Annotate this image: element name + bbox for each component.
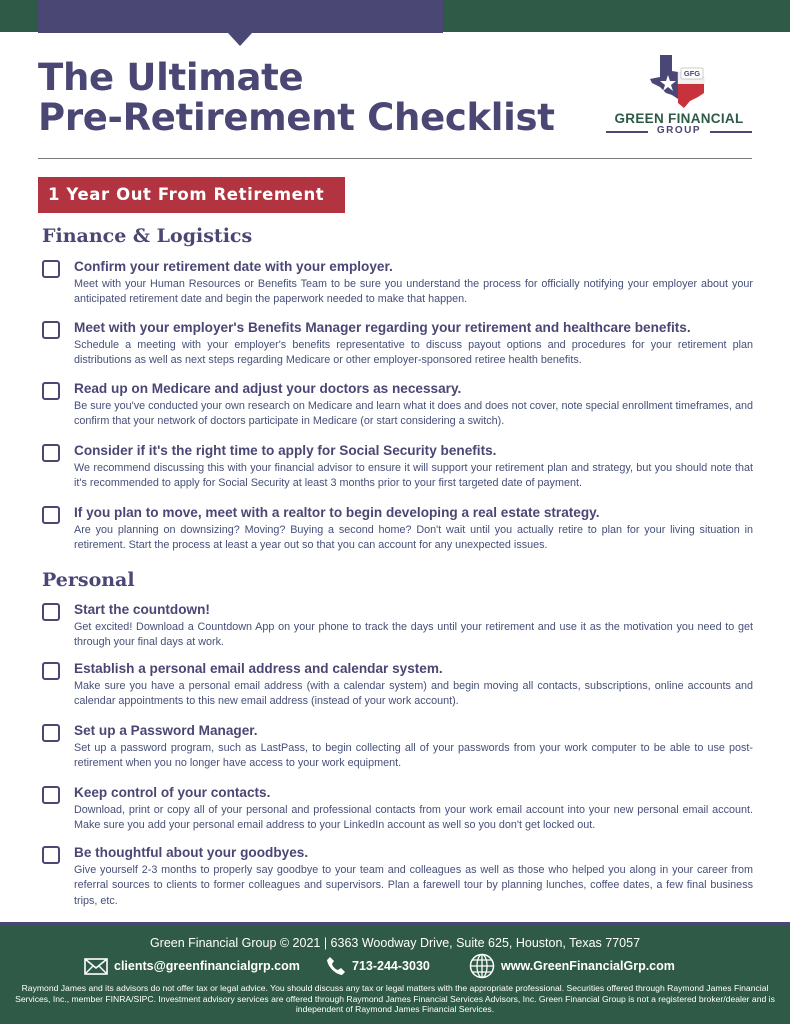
- globe-icon: [469, 953, 495, 979]
- legal-disclaimer: Raymond James and its advisors do not offer tax or legal advice. You should discuss any tax or legal matters with the appropriate professional. Securities offered through Raymond James Financial Services, Inc., member FINRA/SIPC. Investment advisory services are offered through Raymond James Financial Services Advisors, Inc. Green Financial Group is not a registered broker/dealer and is independent of Raymond James Financial Services.: [15, 983, 775, 1014]
- page-title: [38, 58, 555, 138]
- website-link[interactable]: www.GreenFinancialGrp.com: [501, 959, 675, 973]
- title-line-2: Pre-Retirement Checklist: [38, 96, 555, 139]
- top-tab-pointer: [228, 33, 252, 46]
- section-heading-finance: Finance & Logistics: [42, 225, 253, 247]
- email-contact[interactable]: [84, 956, 300, 976]
- checkbox[interactable]: [42, 786, 60, 804]
- item-description: Meet with your Human Resources or Benefits Team to be sure you understand the process for officially notifying your employer about your anticipated retirement date and begin the paperwork needed to make that happen.: [74, 278, 753, 306]
- logo-group: GROUP: [656, 125, 702, 136]
- footer-address: Green Financial Group © 2021 | 6363 Woodway Drive, Suite 625, Houston, Texas 77057: [149, 936, 641, 950]
- item-title: Confirm your retirement date with your employer.: [74, 259, 393, 274]
- logo-name: GREEN FINANCIAL: [614, 111, 744, 126]
- section-banner: 1 Year Out From Retirement: [38, 177, 345, 213]
- footer-stripe: [0, 922, 790, 925]
- item-description: Give yourself 2-3 months to properly say goodbye to your team and colleagues as well as those who helped you along in your career from referral sources to clients to former colleagues and supervisors. Plan a farewell tour by planning lunches, coffee dates, a few final business trips, etc.: [74, 864, 753, 907]
- item-title: Keep control of your contacts.: [74, 785, 271, 800]
- checkbox[interactable]: [42, 321, 60, 339]
- section-heading-personal: Personal: [42, 569, 135, 591]
- item-description: Schedule a meeting with your employer's benefits representative to discuss payout options and procedures for your retirement plan distributions as well as next steps regarding Medicare or other employer-sponsored retiree health benefits.: [74, 339, 753, 367]
- checkbox[interactable]: [42, 724, 60, 742]
- checkbox[interactable]: [42, 846, 60, 864]
- item-title: Read up on Medicare and adjust your doctors as necessary.: [74, 381, 462, 396]
- item-description: Download, print or copy all of your personal and professional contacts from your work email account into your new personal email account. Make sure you add your personal email address to your LinkedIn account as well so you don't get locked out.: [74, 804, 753, 832]
- item-title: Start the countdown!: [74, 602, 210, 617]
- item-title: Establish a personal email address and calendar system.: [74, 661, 443, 676]
- item-title: Meet with your employer's Benefits Manager regarding your retirement and healthcare benefits.: [74, 320, 691, 335]
- checkbox[interactable]: [42, 662, 60, 680]
- green-financial-logo: [604, 53, 754, 138]
- phone-number[interactable]: 713-244-3030: [352, 959, 430, 973]
- item-title: If you plan to move, meet with a realtor to begin developing a real estate strategy.: [74, 505, 600, 520]
- checkbox[interactable]: [42, 444, 60, 462]
- website-contact[interactable]: [469, 956, 675, 976]
- phone-icon: [326, 956, 346, 976]
- logo-badge: GFG: [683, 69, 701, 78]
- email-link[interactable]: clients@greenfinancialgrp.com: [114, 959, 300, 973]
- checkbox[interactable]: [42, 260, 60, 278]
- checkbox[interactable]: [42, 603, 60, 621]
- header-rule: [38, 158, 752, 159]
- title-line-1: The Ultimate: [38, 56, 304, 99]
- item-description: Be sure you've conducted your own research on Medicare and learn what it does and does not cover, note special enrollment timeframes, and confirm that your network of doctors participate in Medicare (or start considering a switch).: [74, 400, 753, 428]
- checkbox[interactable]: [42, 506, 60, 524]
- item-description: Are you planning on downsizing? Moving? Buying a second home? Don't wait until you actually retire to plan for your living situation in retirement. Start the process at least a year out so that you can account for any unexpected issues.: [74, 524, 753, 552]
- item-description: Make sure you have a personal email address (with a calendar system) and begin moving all contacts, subscriptions, online accounts and calendar appointments to this new email address (instead of your work account).: [74, 680, 753, 708]
- item-description: Set up a password program, such as LastPass, to begin collecting all of your passwords from your work computer to be able to use post-retirement when you no longer have access to your work equipment.: [74, 742, 753, 770]
- item-title: Consider if it's the right time to apply for Social Security benefits.: [74, 443, 497, 458]
- top-tab: [38, 0, 443, 33]
- texas-flag-icon: [648, 53, 708, 109]
- envelope-icon: [84, 958, 108, 975]
- item-description: Get excited! Download a Countdown App on your phone to track the days until your retirement and use it as the motivation you need to get through your final days at work.: [74, 621, 753, 649]
- phone-contact[interactable]: [326, 956, 430, 976]
- checkbox[interactable]: [42, 382, 60, 400]
- item-title: Be thoughtful about your goodbyes.: [74, 845, 309, 860]
- item-description: We recommend discussing this with your financial advisor to ensure it will support your retirement plan and strategy, but you should note that it's recommended to apply for Social Security at least 3 months prior to your first targeted date of payment.: [74, 462, 753, 490]
- item-title: Set up a Password Manager.: [74, 723, 258, 738]
- logo-divider-right: [710, 131, 752, 133]
